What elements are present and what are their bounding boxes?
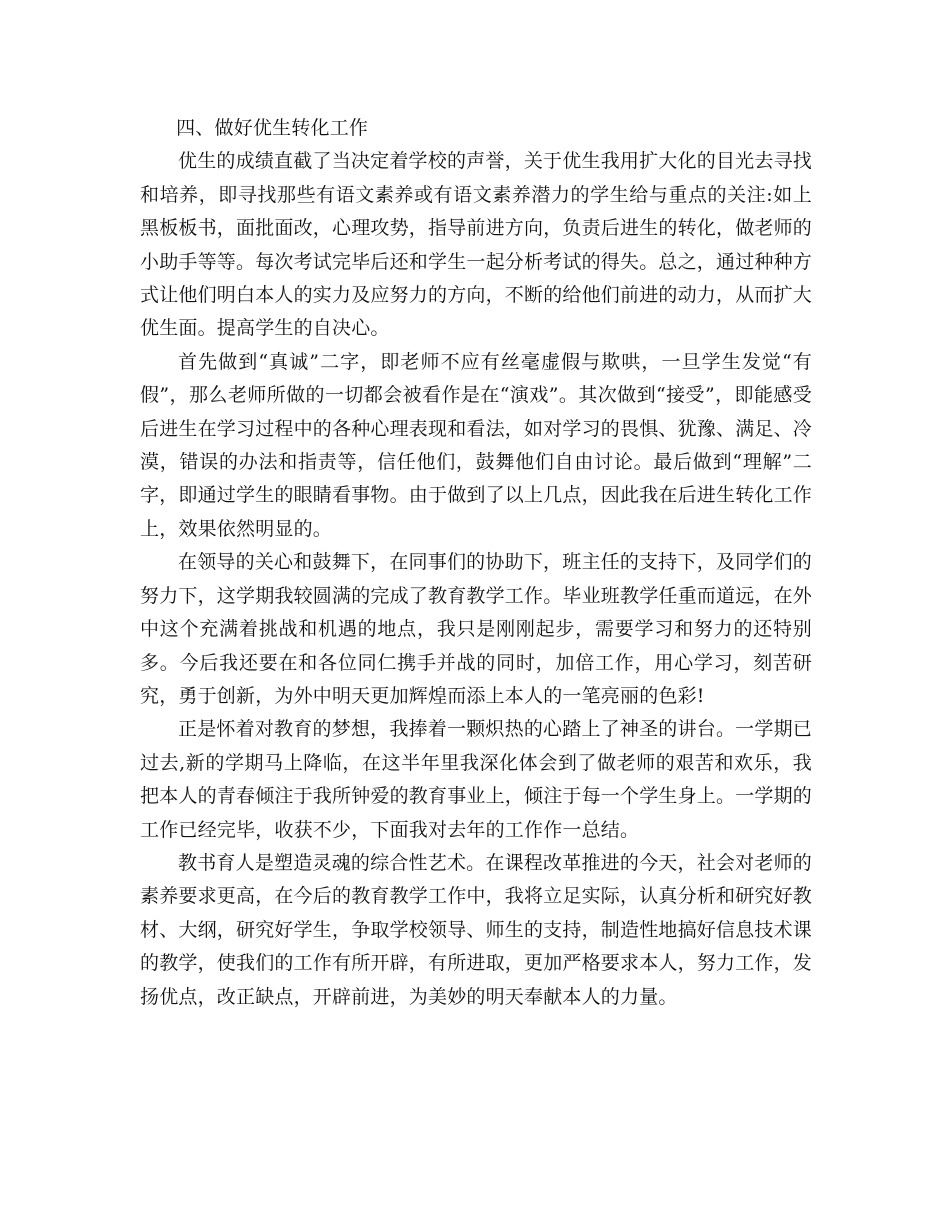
section-heading: 四、做好优生转化工作 <box>176 117 369 139</box>
paragraph-1: 优生的成绩直截了当决定着学校的声誉，关于优生我用扩大化的目光去寻找和培养，即寻找那些有语文素养或有语文素养潜力的学生给与重点的关注:如上黑板板书，面批面改，心理攻势，指导前进方向，负责后进生的转化，做老师的小助手等等。每次考试完毕后还和学生一起分析考试的得失。总之，通过种种方式让他们明白本人的实力及应努力的方向，不断的给他们前进的动力，从而扩大优生面。提高学生的自决心。 <box>140 150 813 340</box>
paragraph-3: 在领导的关心和鼓舞下，在同事们的协助下，班主任的支持下，及同学们的努力下，这学期我较圆满的完成了教育教学工作。毕业班教学任重而道远，在外中这个充满着挑战和机遇的地点，我只是刚刚起步，需要学习和努力的还特别多。今后我还要在和各位同仁携手并战的同时，加倍工作，用心学习，刻苦研究，勇于创新，为外中明天更加辉煌而添上本人的一笔亮丽的色彩! <box>140 551 813 707</box>
document-body <box>140 112 812 1014</box>
paragraph-4: 正是怀着对教育的梦想，我捧着一颗炽热的心踏上了神圣的讲台。一学期已过去,新的学期马上降临，在这半年里我深化体会到了做老师的艰苦和欢乐，我把本人的青春倾注于我所钟爱的教育事业上，倾注于每一个学生身上。一学期的工作已经完毕，收获不少，下面我对去年的工作作一总结。 <box>140 718 813 841</box>
paragraph-5: 教书育人是塑造灵魂的综合性艺术。在课程改革推进的今天，社会对老师的素养要求更高，在今后的教育教学工作中，我将立足实际，认真分析和研究好教材、大纲，研究好学生，争取学校领导、师生的支持，制造性地搞好信息技术课的教学，使我们的工作有所开辟，有所进取，更加严格要求本人，努力工作，发扬优点，改正缺点，开辟前进，为美妙的明天奉献本人的力量。 <box>140 851 813 1008</box>
paragraph-2: 首先做到“真诚”二字，即老师不应有丝毫虚假与欺哄，一旦学生发觉“有假”，那么老师所做的一切都会被看作是在“演戏”。其次做到“接受”，即能感受后进生在学习过程中的各种心理表现和看法，如对学习的畏惧、犹豫、满足、冷漠，错误的办法和指责等，信任他们，鼓舞他们自由讨论。最后做到“理解”二字，即通过学生的眼睛看事物。由于做到了以上几点，因此我在后进生转化工作上，效果依然明显的。 <box>140 350 813 540</box>
